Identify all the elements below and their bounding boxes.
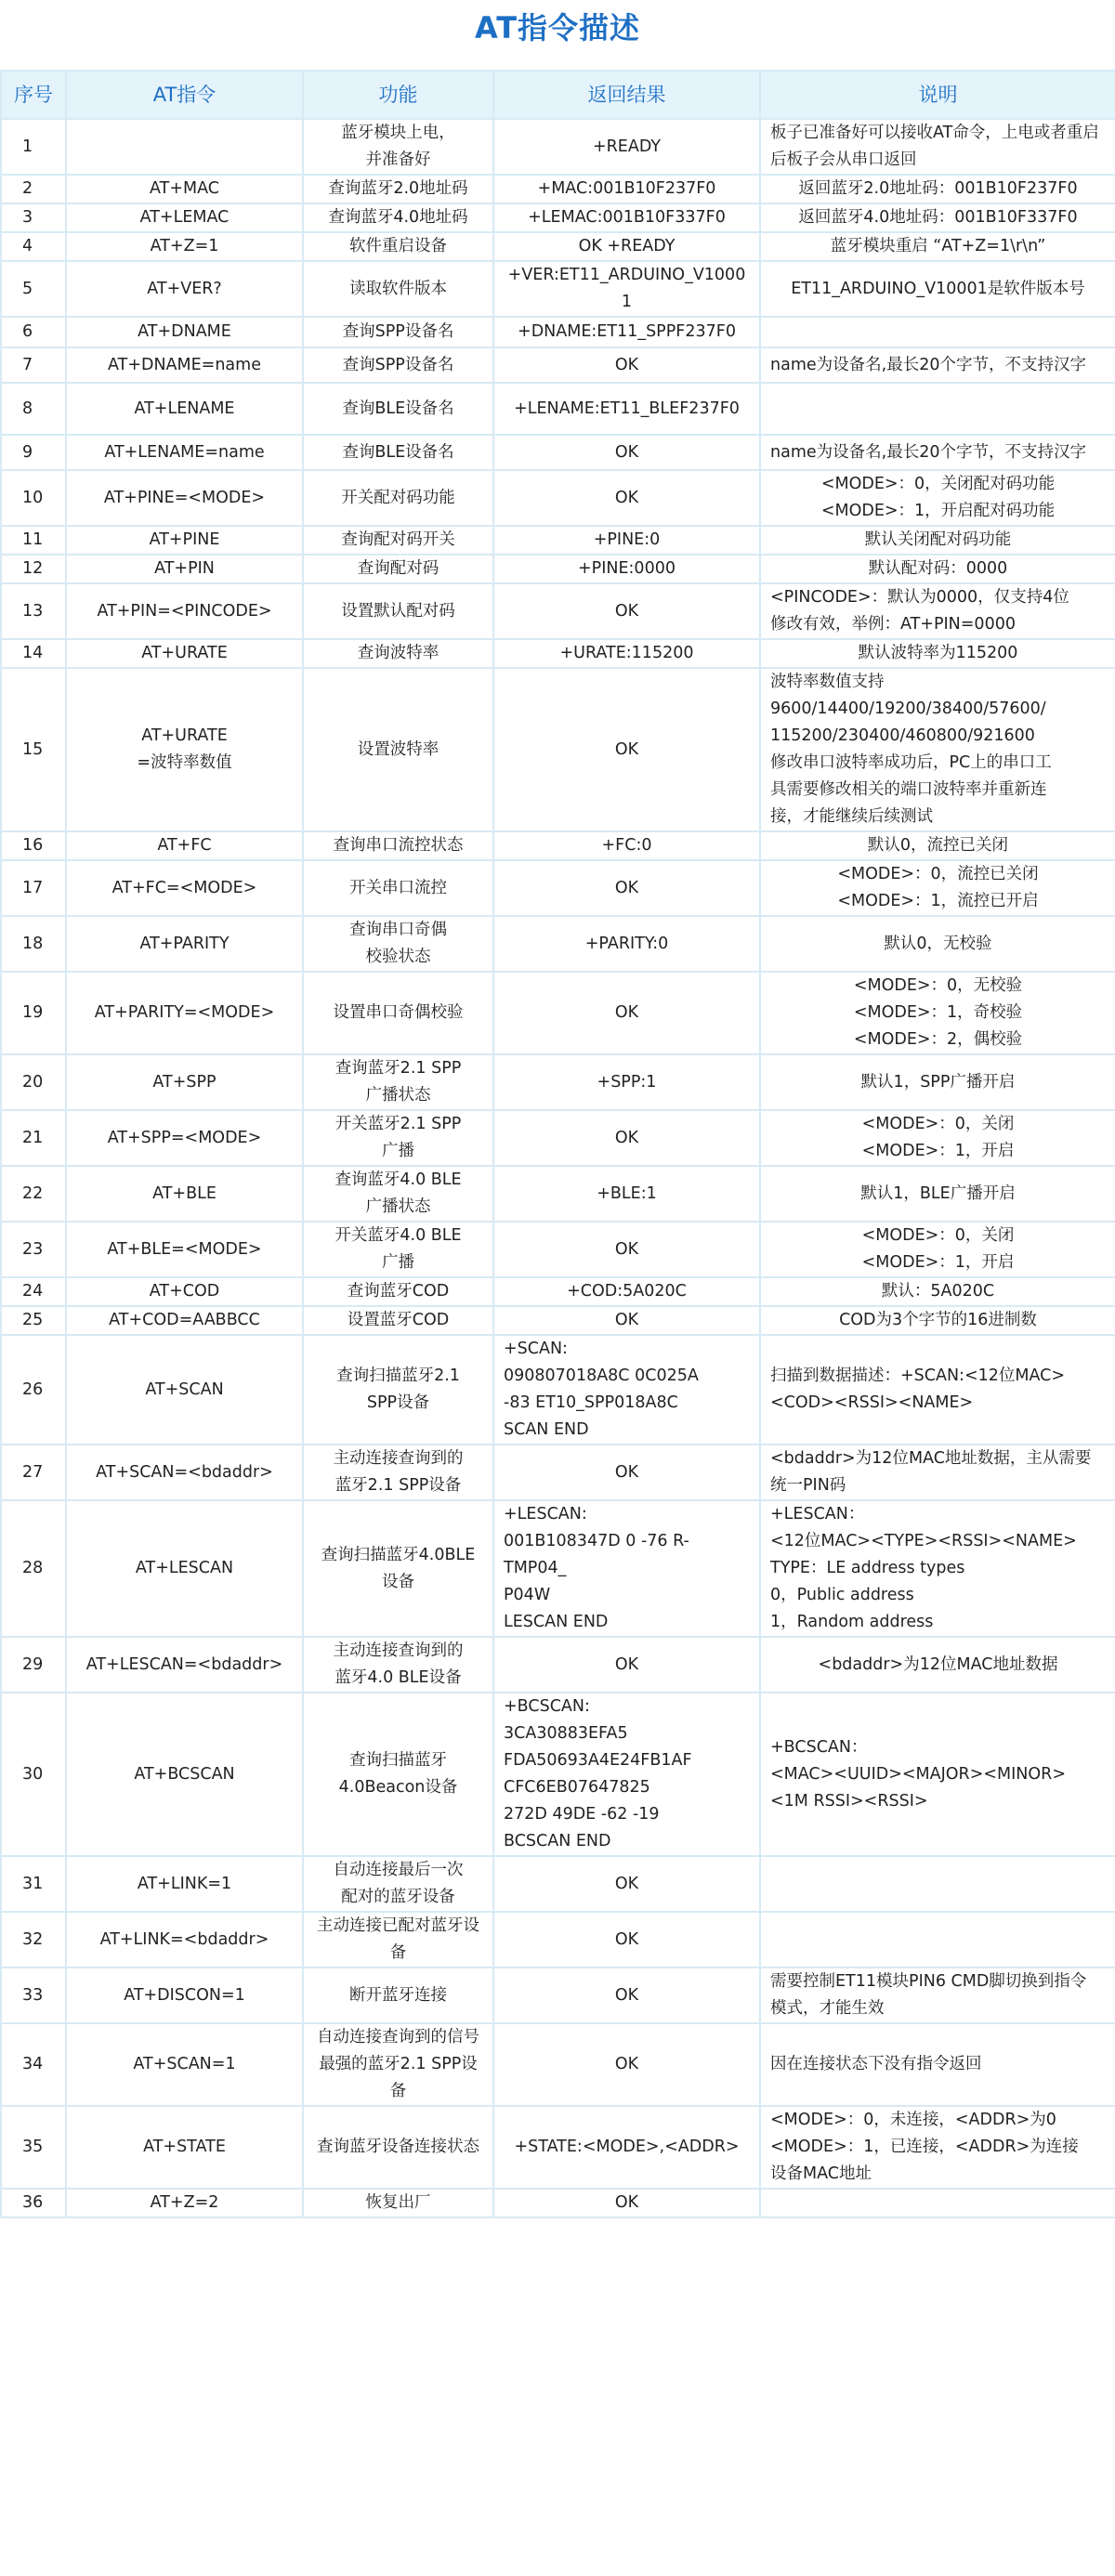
row-function: 自动连接最后一次 配对的蓝牙设备 [303,1856,493,1912]
table-row [1,2023,1115,2106]
row-function: 查询SPP设备名 [303,347,493,383]
row-return: OK [493,860,760,916]
row-function: 开关串口流控 [303,860,493,916]
row-return: +MAC:001B10F237F0 [493,175,760,203]
row-return: +STATE:<MODE>,<ADDR> [493,2106,760,2189]
row-at-command: AT+LINK=1 [66,1856,303,1912]
row-at-command: AT+PARITY=<MODE> [66,972,303,1054]
row-at-command: AT+Z=2 [66,2189,303,2217]
row-description: 波特率数值支持 9600/14400/19200/38400/57600/ 115200/230400/460800/921600 修改串口波特率成功后，PC上的串口工 具需要修改相关的端口波特率并重新连 接，才能继续后续测试 [760,668,1115,831]
row-function: 查询配对码 [303,555,493,583]
header-serial-no: 序号 [1,71,66,119]
row-at-command: AT+BCSCAN [66,1693,303,1856]
row-function: 查询蓝牙2.1 SPP 广播状态 [303,1054,493,1110]
row-function: 查询串口奇偶 校验状态 [303,916,493,972]
row-function: 蓝牙模块上电， 并准备好 [303,119,493,175]
row-return: OK [493,1222,760,1277]
at-command-table [0,70,1115,2218]
row-return: +SPP:1 [493,1054,760,1110]
row-serial-no: 2 [1,175,66,203]
row-at-command: AT+DNAME [66,317,303,347]
row-serial-no: 17 [1,860,66,916]
row-return: +LENAME:ET11_BLEF237F0 [493,383,760,435]
row-at-command: AT+PINE [66,526,303,555]
table-row [1,639,1115,668]
row-function: 查询蓝牙COD [303,1277,493,1306]
table-row [1,2106,1115,2189]
row-description: 扫描到数据描述：+SCAN:<12位MAC> <COD><RSSI><NAME> [760,1335,1115,1445]
table-row [1,1500,1115,1637]
row-description [760,1856,1115,1912]
row-at-command: AT+BLE [66,1166,303,1222]
row-function: 查询蓝牙4.0地址码 [303,203,493,232]
row-serial-no: 28 [1,1500,66,1637]
row-return: OK [493,1445,760,1500]
row-function: 主动连接查询到的 蓝牙4.0 BLE设备 [303,1637,493,1693]
row-description: name为设备名,最长20个字节，不支持汉字 [760,435,1115,470]
row-function: 查询配对码开关 [303,526,493,555]
row-description: <MODE>：0，关闭 <MODE>：1，开启 [760,1110,1115,1166]
row-at-command: AT+LEMAC [66,203,303,232]
row-serial-no: 29 [1,1637,66,1693]
row-at-command: AT+MAC [66,175,303,203]
row-at-command: AT+SPP=<MODE> [66,1110,303,1166]
row-serial-no: 15 [1,668,66,831]
row-serial-no: 34 [1,2023,66,2106]
row-function: 查询蓝牙设备连接状态 [303,2106,493,2189]
row-function: 开关蓝牙2.1 SPP 广播 [303,1110,493,1166]
row-at-command: AT+Z=1 [66,232,303,261]
table-row [1,668,1115,831]
row-return: +LESCAN: 001B108347D 0 -76 R-TMP04_ P04W LESCAN END [493,1500,760,1637]
row-serial-no: 12 [1,555,66,583]
row-at-command: AT+LESCAN [66,1500,303,1637]
row-return: OK [493,435,760,470]
row-at-command: AT+FC [66,831,303,860]
table-row [1,1968,1115,2023]
row-serial-no: 6 [1,317,66,347]
row-serial-no: 32 [1,1912,66,1968]
row-at-command: AT+LESCAN=<bdaddr> [66,1637,303,1693]
row-function: 开关蓝牙4.0 BLE 广播 [303,1222,493,1277]
row-at-command: AT+FC=<MODE> [66,860,303,916]
row-description: <MODE>：0，未连接，<ADDR>为0 <MODE>：1，已连接，<ADDR>为连接 设备MAC地址 [760,2106,1115,2189]
row-description: <MODE>：0，无校验 <MODE>：1，奇校验 <MODE>：2，偶校验 [760,972,1115,1054]
row-description: COD为3个字节的16进制数 [760,1306,1115,1335]
row-return: +PINE:0000 [493,555,760,583]
row-function: 查询蓝牙4.0 BLE 广播状态 [303,1166,493,1222]
table-row [1,2189,1115,2217]
row-return: +BCSCAN: 3CA30883EFA5 FDA50693A4E24FB1AF CFC6EB07647825 272D 49DE -62 -19 BCSCAN END [493,1693,760,1856]
table-row [1,916,1115,972]
row-function: 设置波特率 [303,668,493,831]
row-serial-no: 4 [1,232,66,261]
row-serial-no: 13 [1,583,66,639]
row-function: 设置默认配对码 [303,583,493,639]
row-description [760,2189,1115,2217]
row-description: 默认配对码：0000 [760,555,1115,583]
row-return: OK +READY [493,232,760,261]
row-at-command: AT+COD=AABBCC [66,1306,303,1335]
row-description: +BCSCAN： <MAC><UUID><MAJOR><MINOR> <1M RSSI><RSSI> [760,1693,1115,1856]
row-at-command: AT+LINK=<bdaddr> [66,1912,303,1968]
row-function: 自动连接查询到的信号 最强的蓝牙2.1 SPP设备 [303,2023,493,2106]
table-row [1,175,1115,203]
row-function: 查询BLE设备名 [303,435,493,470]
header-function: 功能 [303,71,493,119]
row-function: 查询SPP设备名 [303,317,493,347]
table-row [1,555,1115,583]
table-row [1,1912,1115,1968]
row-at-command: AT+URATE =波特率数值 [66,668,303,831]
row-at-command [66,119,303,175]
row-description [760,1912,1115,1968]
row-description: 默认：5A020C [760,1277,1115,1306]
row-function: 断开蓝牙连接 [303,1968,493,2023]
row-description: <bdaddr>为12位MAC地址数据 [760,1637,1115,1693]
row-serial-no: 36 [1,2189,66,2217]
row-description: <MODE>：0，关闭 <MODE>：1，开启 [760,1222,1115,1277]
row-return: OK [493,2023,760,2106]
row-description: 默认波特率为115200 [760,639,1115,668]
row-description: 需要控制ET11模块PIN6 CMD脚切换到指令 模式，才能生效 [760,1968,1115,2023]
table-row [1,831,1115,860]
row-at-command: AT+STATE [66,2106,303,2189]
table-row [1,1054,1115,1110]
row-return: +URATE:115200 [493,639,760,668]
row-function: 查询BLE设备名 [303,383,493,435]
row-serial-no: 31 [1,1856,66,1912]
table-row [1,232,1115,261]
row-return: +SCAN: 090807018A8C 0C025A -83 ET10_SPP018A8C SCAN END [493,1335,760,1445]
row-return: +PINE:0 [493,526,760,555]
row-serial-no: 23 [1,1222,66,1277]
row-at-command: AT+VER? [66,261,303,317]
row-serial-no: 18 [1,916,66,972]
row-at-command: AT+BLE=<MODE> [66,1222,303,1277]
row-at-command: AT+COD [66,1277,303,1306]
table-row [1,1110,1115,1166]
table-row [1,347,1115,383]
row-serial-no: 8 [1,383,66,435]
row-description: 蓝牙模块重启 “AT+Z=1\r\n” [760,232,1115,261]
table-row [1,1277,1115,1306]
row-serial-no: 30 [1,1693,66,1856]
row-serial-no: 24 [1,1277,66,1306]
row-function: 恢复出厂 [303,2189,493,2217]
row-function: 查询扫描蓝牙4.0BLE 设备 [303,1500,493,1637]
row-return: +DNAME:ET11_SPPF237F0 [493,317,760,347]
row-return: OK [493,668,760,831]
row-return: OK [493,1912,760,1968]
row-description: 板子已准备好可以接收AT命令，上电或者重启 后板子会从串口返回 [760,119,1115,175]
table-row [1,1222,1115,1277]
row-function: 读取软件版本 [303,261,493,317]
table-row [1,1166,1115,1222]
header-return-result: 返回结果 [493,71,760,119]
row-return: OK [493,470,760,526]
row-serial-no: 10 [1,470,66,526]
row-description: +LESCAN： <12位MAC><TYPE><RSSI><NAME> TYPE：LE address types 0，Public address 1，Random address [760,1500,1115,1637]
table-row [1,972,1115,1054]
row-at-command: AT+SCAN [66,1335,303,1445]
row-at-command: AT+PARITY [66,916,303,972]
table-row [1,435,1115,470]
row-description: 因在连接状态下没有指令返回 [760,2023,1115,2106]
table-row [1,119,1115,175]
row-serial-no: 25 [1,1306,66,1335]
row-at-command: AT+SCAN=1 [66,2023,303,2106]
row-serial-no: 7 [1,347,66,383]
row-at-command: AT+PIN [66,555,303,583]
row-description [760,317,1115,347]
row-return: +VER:ET11_ARDUINO_V10001 [493,261,760,317]
row-serial-no: 33 [1,1968,66,2023]
row-description: <MODE>：0，流控已关闭 <MODE>：1，流控已开启 [760,860,1115,916]
row-return: +COD:5A020C [493,1277,760,1306]
row-return: OK [493,1110,760,1166]
row-function: 设置串口奇偶校验 [303,972,493,1054]
row-return: OK [493,583,760,639]
row-return: OK [493,1637,760,1693]
row-return: +PARITY:0 [493,916,760,972]
row-serial-no: 27 [1,1445,66,1500]
table-row [1,203,1115,232]
row-return: OK [493,1306,760,1335]
table-header-row [1,71,1115,119]
row-return: OK [493,972,760,1054]
row-description: 返回蓝牙2.0地址码：001B10F237F0 [760,175,1115,203]
row-description: name为设备名,最长20个字节，不支持汉字 [760,347,1115,383]
row-at-command: AT+LENAME=name [66,435,303,470]
row-function: 设置蓝牙COD [303,1306,493,1335]
row-at-command: AT+LENAME [66,383,303,435]
row-function: 查询扫描蓝牙2.1 SPP设备 [303,1335,493,1445]
row-function: 软件重启设备 [303,232,493,261]
row-return: OK [493,1856,760,1912]
header-description: 说明 [760,71,1115,119]
row-description: <MODE>：0，关闭配对码功能 <MODE>：1，开启配对码功能 [760,470,1115,526]
table-row [1,470,1115,526]
row-function: 主动连接查询到的 蓝牙2.1 SPP设备 [303,1445,493,1500]
row-description: 默认0，无校验 [760,916,1115,972]
row-function: 开关配对码功能 [303,470,493,526]
row-serial-no: 20 [1,1054,66,1110]
table-row [1,860,1115,916]
row-return: OK [493,347,760,383]
table-row [1,383,1115,435]
table-row [1,1335,1115,1445]
table-row [1,1856,1115,1912]
row-description: <bdaddr>为12位MAC地址数据，主从需要 统一PIN码 [760,1445,1115,1500]
row-serial-no: 22 [1,1166,66,1222]
row-function: 查询扫描蓝牙 4.0Beacon设备 [303,1693,493,1856]
row-return: +BLE:1 [493,1166,760,1222]
row-description: <PINCODE>：默认为0000，仅支持4位 修改有效，举例：AT+PIN=0000 [760,583,1115,639]
row-serial-no: 11 [1,526,66,555]
table-row [1,317,1115,347]
row-at-command: AT+DNAME=name [66,347,303,383]
row-serial-no: 9 [1,435,66,470]
row-at-command: AT+DISCON=1 [66,1968,303,2023]
row-return: +READY [493,119,760,175]
at-command-table-wrapper [0,70,1115,2218]
row-description: ET11_ARDUINO_V10001是软件版本号 [760,261,1115,317]
table-row [1,1693,1115,1856]
row-at-command: AT+PIN=<PINCODE> [66,583,303,639]
table-row [1,1445,1115,1500]
row-serial-no: 35 [1,2106,66,2189]
row-function: 主动连接已配对蓝牙设备 [303,1912,493,1968]
row-function: 查询蓝牙2.0地址码 [303,175,493,203]
row-at-command: AT+SPP [66,1054,303,1110]
table-row [1,261,1115,317]
table-row [1,583,1115,639]
row-serial-no: 26 [1,1335,66,1445]
row-serial-no: 5 [1,261,66,317]
table-row [1,1637,1115,1693]
header-at-command: AT指令 [66,71,303,119]
row-serial-no: 3 [1,203,66,232]
row-at-command: AT+PINE=<MODE> [66,470,303,526]
row-return: +LEMAC:001B10F337F0 [493,203,760,232]
row-description [760,383,1115,435]
row-at-command: AT+URATE [66,639,303,668]
table-row [1,1306,1115,1335]
row-description: 返回蓝牙4.0地址码：001B10F337F0 [760,203,1115,232]
row-return: OK [493,2189,760,2217]
row-description: 默认1，BLE广播开启 [760,1166,1115,1222]
row-serial-no: 1 [1,119,66,175]
row-description: 默认1，SPP广播开启 [760,1054,1115,1110]
page-title: AT指令描述 [474,10,641,46]
row-return: +FC:0 [493,831,760,860]
row-description: 默认0，流控已关闭 [760,831,1115,860]
row-serial-no: 14 [1,639,66,668]
row-serial-no: 21 [1,1110,66,1166]
row-serial-no: 16 [1,831,66,860]
table-row [1,526,1115,555]
row-return: OK [493,1968,760,2023]
row-description: 默认关闭配对码功能 [760,526,1115,555]
row-function: 查询波特率 [303,639,493,668]
row-function: 查询串口流控状态 [303,831,493,860]
row-at-command: AT+SCAN=<bdaddr> [66,1445,303,1500]
row-serial-no: 19 [1,972,66,1054]
